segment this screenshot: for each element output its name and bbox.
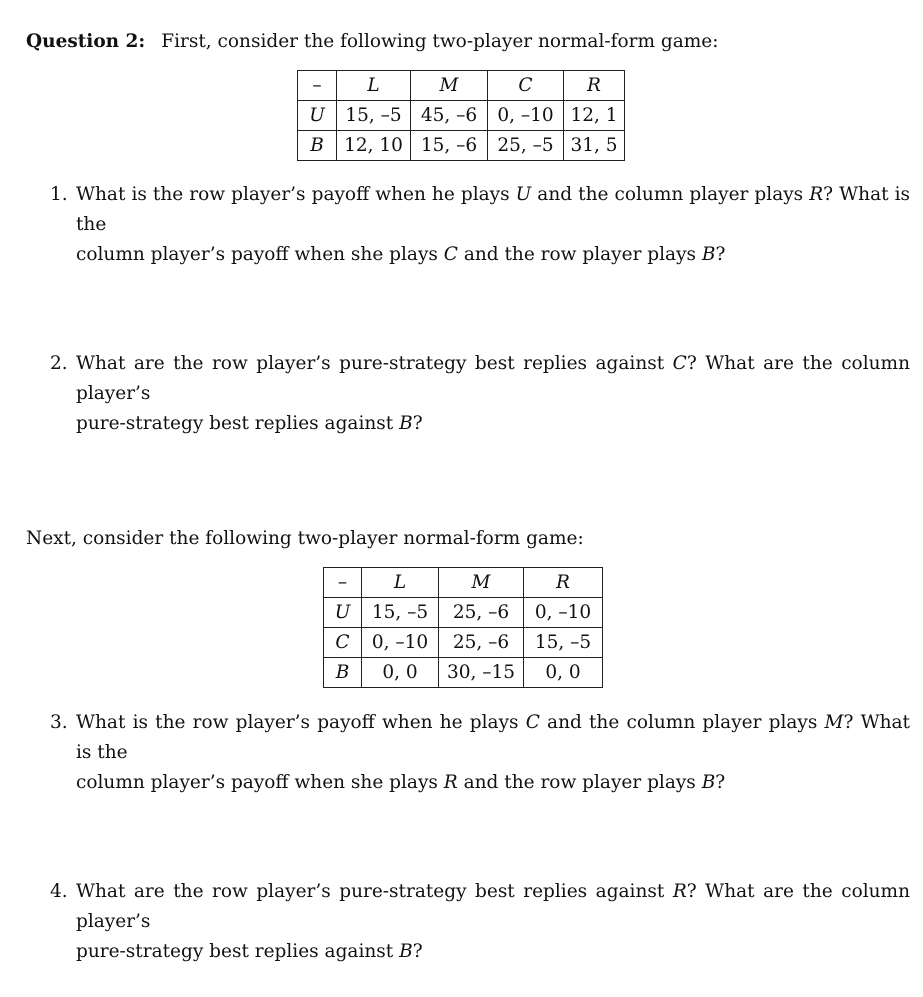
question-text bbox=[76, 877, 910, 967]
question-line: What are the row player’s pure-strategy best replies against R? What are the column player’s bbox=[76, 881, 910, 932]
game1-col-header: M bbox=[411, 71, 488, 101]
game1-col-header: C bbox=[488, 71, 564, 101]
game1-table bbox=[297, 70, 625, 161]
game2-corner: – bbox=[324, 568, 362, 598]
game2-row-label: U bbox=[324, 598, 362, 628]
game2-row bbox=[324, 658, 603, 688]
question-line: pure-strategy best replies against B? bbox=[76, 413, 423, 434]
game1-cell: 45, –6 bbox=[411, 101, 488, 131]
game2-row-label: C bbox=[324, 628, 362, 658]
game2-cell: 15, –5 bbox=[524, 628, 603, 658]
game2-row bbox=[324, 628, 603, 658]
game2-cell: 25, –6 bbox=[439, 628, 524, 658]
game1-cell: 31, 5 bbox=[564, 131, 625, 161]
question-line: column player’s payoff when she plays R and the row player plays B? bbox=[76, 772, 726, 793]
game2-cell: 25, –6 bbox=[439, 598, 524, 628]
game2-row bbox=[324, 598, 603, 628]
question-number: 1. bbox=[50, 184, 68, 205]
game2-cell: 30, –15 bbox=[439, 658, 524, 688]
game2-row-label: B bbox=[324, 658, 362, 688]
game1-cell: 12, 10 bbox=[337, 131, 411, 161]
question-label: Question 2: bbox=[26, 31, 146, 52]
game2-cell: 15, –5 bbox=[362, 598, 439, 628]
game1-cell: 25, –5 bbox=[488, 131, 564, 161]
game1-row-label: B bbox=[298, 131, 337, 161]
game1-row-label: U bbox=[298, 101, 337, 131]
game1-corner: – bbox=[298, 71, 337, 101]
game1-col-header: L bbox=[337, 71, 411, 101]
question-number: 4. bbox=[50, 881, 68, 902]
game1-header-row bbox=[298, 71, 625, 101]
question-line: What are the row player’s pure-strategy best replies against C? What are the column player’s bbox=[76, 353, 910, 404]
game1-row bbox=[298, 131, 625, 161]
question-text bbox=[76, 180, 910, 270]
game2-col-header: R bbox=[524, 568, 603, 598]
game2-cell: 0, 0 bbox=[362, 658, 439, 688]
game1-col-header: R bbox=[564, 71, 625, 101]
question-number: 2. bbox=[50, 353, 68, 374]
game1-cell: 15, –5 bbox=[337, 101, 411, 131]
question-text bbox=[76, 708, 910, 798]
next-game-intro: Next, consider the following two-player normal-form game: bbox=[26, 528, 584, 549]
game1-cell: 12, 1 bbox=[564, 101, 625, 131]
game2-cell: 0, –10 bbox=[524, 598, 603, 628]
game1-cell: 0, –10 bbox=[488, 101, 564, 131]
question-line: pure-strategy best replies against B? bbox=[76, 941, 423, 962]
question-line: What is the row player’s payoff when he plays U and the column player plays R? What is the bbox=[76, 184, 911, 235]
game2-cell: 0, –10 bbox=[362, 628, 439, 658]
game2-col-header: M bbox=[439, 568, 524, 598]
question-intro: First, consider the following two-player normal-form game: bbox=[161, 31, 719, 52]
question-heading bbox=[26, 31, 718, 52]
question-number: 3. bbox=[50, 712, 68, 733]
game2-table bbox=[323, 567, 603, 688]
game2-cell: 0, 0 bbox=[524, 658, 603, 688]
game2-col-header: L bbox=[362, 568, 439, 598]
question-line: column player’s payoff when she plays C and the row player plays B? bbox=[76, 244, 726, 265]
game1-row bbox=[298, 101, 625, 131]
question-line: What is the row player’s payoff when he plays C and the column player plays M? What is the bbox=[76, 712, 910, 763]
game2-header-row bbox=[324, 568, 603, 598]
question-text bbox=[76, 349, 910, 439]
game1-cell: 15, –6 bbox=[411, 131, 488, 161]
